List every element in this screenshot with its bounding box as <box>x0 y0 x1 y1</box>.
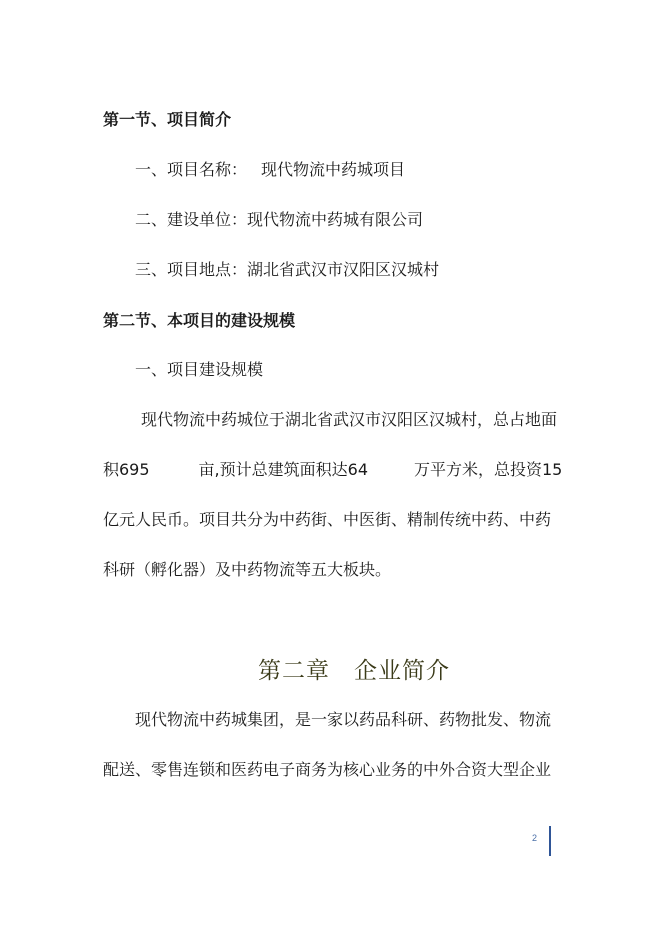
project-name-value: 现代物流中药城项目 <box>261 160 406 179</box>
project-location-row: 三、项目地点：湖北省武汉市汉阳区汉城村 <box>135 260 440 279</box>
section1-heading: 第一节、项目简介 <box>103 110 232 129</box>
scale-paragraph-line-2 <box>103 459 562 481</box>
scale-paragraph-line-4: 科研（孵化器）及中药物流等五大板块。 <box>103 560 392 579</box>
project-name-row <box>135 159 405 181</box>
scale-paragraph-line-3: 亿元人民币。项目共分为中药街、中医街、精制传统中药、中药 <box>103 510 552 529</box>
land-area-text: 积695 <box>103 460 150 479</box>
page-number: 2 <box>532 833 538 843</box>
chapter-number: 第二章 <box>258 658 330 684</box>
construction-scale-item: 一、项目建设规模 <box>135 360 264 379</box>
construction-unit-row: 二、建设单位：现代物流中药城有限公司 <box>135 210 424 229</box>
section2-heading: 第二节、本项目的建设规模 <box>103 311 296 330</box>
company-paragraph-line-1: 现代物流中药城集团，是一家以药品科研、药物批发、物流 <box>135 710 552 729</box>
chapter2-heading <box>258 656 450 686</box>
chapter-title: 企业简介 <box>354 658 450 684</box>
page-number-rule <box>549 826 551 856</box>
building-area-text: 亩,预计总建筑面积达64 <box>198 460 368 479</box>
investment-text: 万平方米，总投资15 <box>414 460 563 479</box>
company-paragraph-line-2: 配送、零售连锁和医药电子商务为核心业务的中外合资大型企业 <box>103 760 552 779</box>
scale-paragraph-line-1: 现代物流中药城位于湖北省武汉市汉阳区汉城村，总占地面 <box>141 410 558 429</box>
project-name-label: 一、项目名称： <box>135 160 248 179</box>
